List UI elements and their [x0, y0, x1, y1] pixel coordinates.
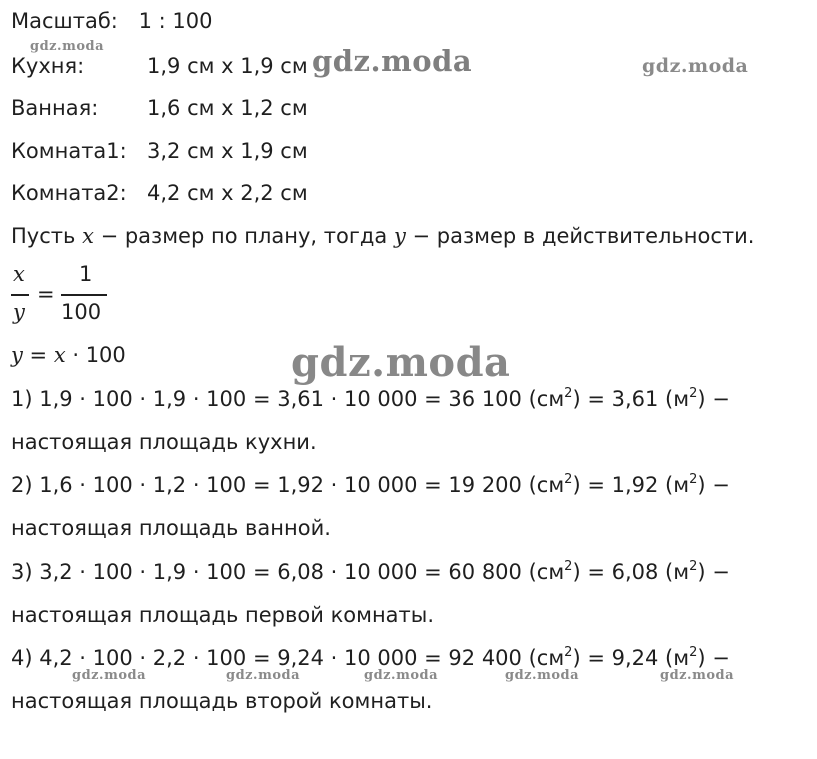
exponent: 2: [564, 472, 573, 487]
room-dims: 1,6 см х 1,2 см: [147, 96, 308, 120]
scale-label: Масштаб:: [11, 9, 118, 33]
room-dims: 1,9 см х 1,9 см: [147, 54, 308, 78]
proportion-equation: [11, 262, 111, 332]
exponent: 2: [564, 645, 573, 660]
room-row: [11, 183, 308, 204]
room-name: Комната2:: [11, 181, 127, 205]
fraction-numerator-left: x: [13, 262, 25, 286]
watermark: gdz.moda: [72, 668, 147, 683]
step-middle: ) = 9,24 (м: [572, 646, 690, 670]
step-expression: 2) 1,6 · 100 · 1,2 · 100 = 1,92 · 10 000 = 19 200 (см: [11, 473, 565, 497]
calculation-step: [11, 472, 730, 497]
watermark: gdz.moda: [660, 668, 735, 683]
room-name: Кухня:: [11, 54, 85, 78]
calculation-step: [11, 386, 730, 411]
scale-line: [11, 11, 212, 32]
exponent: 2: [564, 386, 573, 401]
watermark: gdz.moda: [226, 668, 301, 683]
watermark: gdz.moda: [30, 39, 105, 54]
fraction-denominator-right: 100: [61, 300, 102, 324]
intro-text: − размер по плану, тогда: [93, 224, 394, 248]
variable-y: y: [393, 224, 406, 248]
fraction-denominator-left: y: [13, 300, 25, 324]
room-name: Ванная:: [11, 96, 99, 120]
step-conclusion: настоящая площадь ванной.: [11, 516, 331, 540]
formula-equals: =: [22, 343, 54, 367]
formula-line: [11, 345, 126, 366]
watermark: gdz.moda: [505, 668, 580, 683]
step-middle: ) = 6,08 (м: [572, 560, 690, 584]
step-tail: ) −: [697, 646, 730, 670]
calculation-step: [11, 645, 730, 670]
step-middle: ) = 3,61 (м: [572, 387, 690, 411]
step-tail: ) −: [697, 387, 730, 411]
watermark: gdz.moda: [364, 668, 439, 683]
intro-text: Пусть: [11, 224, 83, 248]
room-name: Комната1:: [11, 139, 127, 163]
formula-rest: · 100: [65, 343, 126, 367]
variable-y: y: [11, 343, 23, 367]
step-tail: ) −: [697, 560, 730, 584]
watermark: gdz.moda: [642, 55, 749, 77]
intro-sentence: [11, 226, 754, 247]
exponent: 2: [689, 559, 698, 574]
watermark: gdz.moda: [291, 339, 511, 386]
step-conclusion: настоящая площадь первой комнаты.: [11, 603, 435, 627]
step-tail: ) −: [697, 473, 730, 497]
step-middle: ) = 1,92 (м: [572, 473, 690, 497]
room-dims: 4,2 см х 2,2 см: [147, 181, 308, 205]
step-expression: 3) 3,2 · 100 · 1,9 · 100 = 6,08 · 10 000 = 60 800 (см: [11, 560, 565, 584]
exponent: 2: [689, 472, 698, 487]
calculation-step: [11, 559, 730, 584]
step-expression: 1) 1,9 · 100 · 1,9 · 100 = 3,61 · 10 000 = 36 100 (см: [11, 387, 565, 411]
exponent: 2: [689, 386, 698, 401]
step-conclusion: настоящая площадь кухни.: [11, 430, 317, 454]
exponent: 2: [689, 645, 698, 660]
room-row: [11, 98, 308, 119]
exponent: 2: [564, 559, 573, 574]
step-conclusion: настоящая площадь второй комнаты.: [11, 689, 433, 713]
room-row: [11, 56, 308, 77]
fraction-bar-left: [11, 294, 29, 296]
fraction-numerator-right: 1: [79, 262, 93, 286]
fraction-bar-right: [61, 294, 107, 296]
variable-x: x: [82, 224, 94, 248]
step-expression: 4) 4,2 · 100 · 2,2 · 100 = 9,24 · 10 000 = 92 400 (см: [11, 646, 565, 670]
equals-sign: =: [37, 282, 55, 306]
room-row: [11, 141, 308, 162]
scale-value: 1 : 100: [138, 9, 213, 33]
variable-x: x: [53, 343, 66, 367]
room-dims: 3,2 см х 1,9 см: [147, 139, 308, 163]
intro-text: − размер в действительности.: [405, 224, 755, 248]
watermark: gdz.moda: [312, 44, 473, 78]
